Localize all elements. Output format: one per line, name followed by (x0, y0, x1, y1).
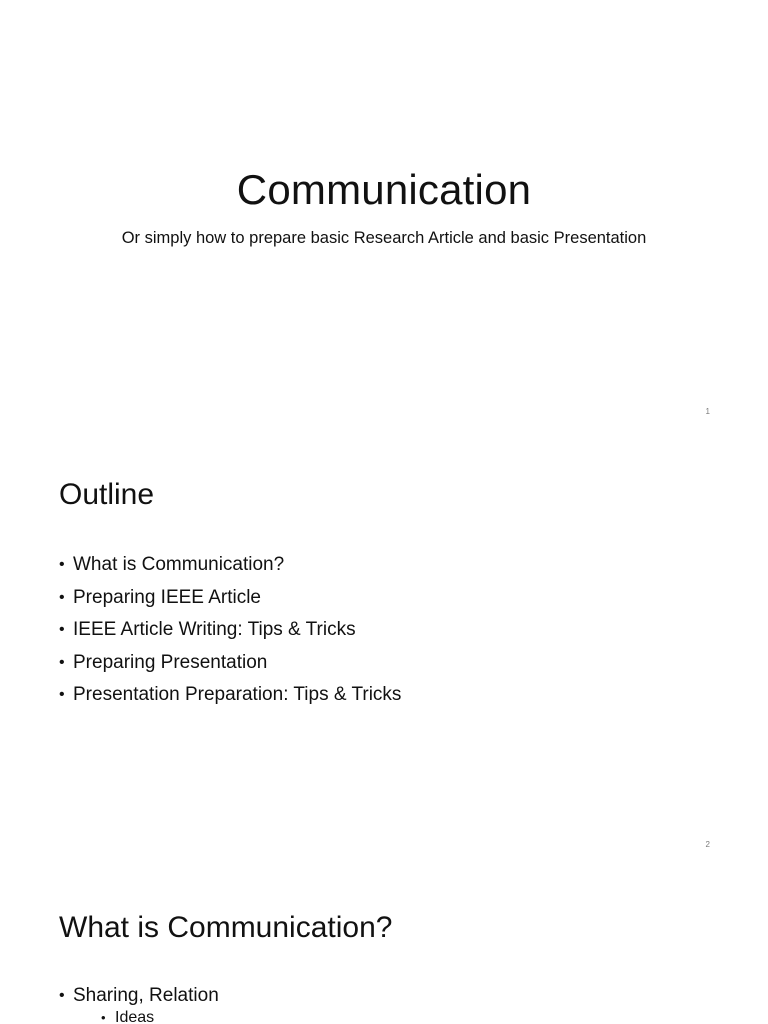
slide-1 (0, 0, 768, 433)
bullet-list (59, 980, 219, 1024)
bullet-marker: • (101, 1009, 106, 1024)
slide-title: Communication (236, 166, 532, 213)
bullet-item (59, 614, 401, 647)
slide-subtitle: Or simply how to prepare basic Research Article and basic Presentation (121, 229, 647, 247)
bullet-marker: • (59, 686, 65, 703)
sub-bullet-list (73, 1005, 219, 1024)
bullet-text: Sharing, Relation (73, 985, 219, 1006)
sub-bullet-text: Ideas (115, 1008, 155, 1024)
bullet-item (59, 549, 401, 582)
bullet-text: What is Communication? (73, 554, 285, 575)
slide-2 (0, 433, 768, 866)
bullet-text: Preparing IEEE Article (73, 586, 261, 608)
slide-title: What is Communication? (59, 911, 393, 944)
bullet-marker: • (59, 556, 65, 573)
bullet-item (59, 980, 219, 1024)
bullet-list (59, 549, 401, 712)
bullet-item (59, 582, 401, 615)
bullet-marker: • (59, 621, 65, 638)
bullet-marker: • (59, 588, 65, 606)
slide-3 (0, 866, 768, 1024)
bullet-item (59, 647, 401, 680)
bullet-text: Presentation Preparation: Tips & Tricks (73, 684, 402, 705)
bullet-marker: • (59, 653, 65, 671)
bullet-text: IEEE Article Writing: Tips & Tricks (73, 619, 356, 640)
slide-number: 2 (705, 840, 710, 849)
bullet-text: Preparing Presentation (73, 651, 268, 673)
slide-title: Outline (59, 478, 155, 511)
bullet-marker: • (59, 987, 65, 1004)
slide-number: 1 (705, 407, 710, 416)
bullet-item (59, 679, 401, 712)
sub-bullet-item (101, 1005, 219, 1024)
